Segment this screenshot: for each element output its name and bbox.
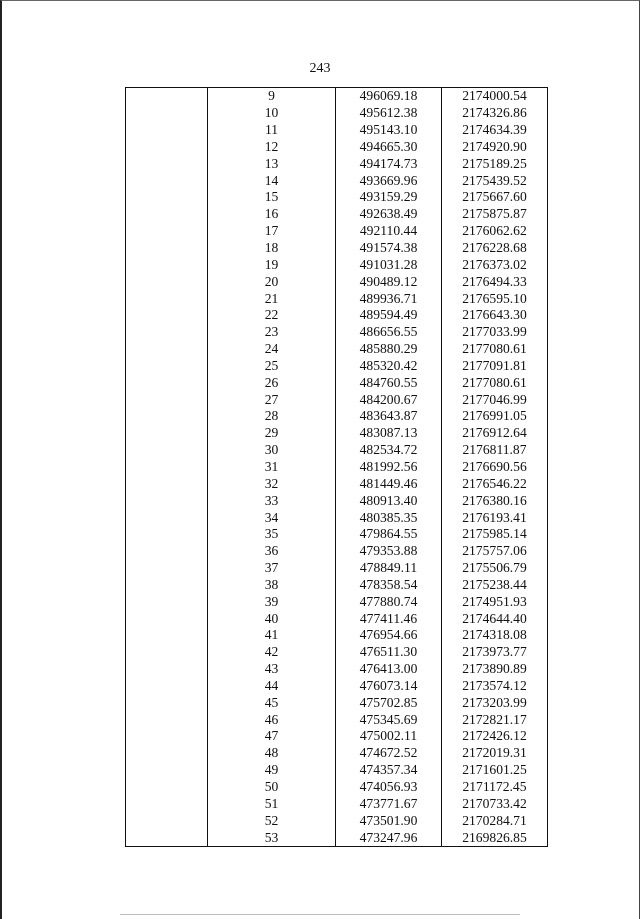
y-coordinate-cell: 2176595.10 — [442, 290, 548, 307]
blank-cell — [126, 610, 208, 627]
table-row — [126, 661, 548, 678]
x-coordinate-cell: 486656.55 — [336, 324, 442, 341]
x-coordinate-cell: 478358.54 — [336, 576, 442, 593]
y-coordinate-cell: 2175667.60 — [442, 189, 548, 206]
point-number-cell: 36 — [208, 543, 336, 560]
table-row — [126, 273, 548, 290]
table-row — [126, 122, 548, 139]
table-row — [126, 560, 548, 577]
x-coordinate-cell: 475345.69 — [336, 711, 442, 728]
point-number-cell: 27 — [208, 391, 336, 408]
x-coordinate-cell: 491574.38 — [336, 240, 442, 257]
y-coordinate-cell: 2176546.22 — [442, 475, 548, 492]
x-coordinate-cell: 489594.49 — [336, 307, 442, 324]
table-row — [126, 425, 548, 442]
table-row — [126, 206, 548, 223]
x-coordinate-cell: 483087.13 — [336, 425, 442, 442]
table-row — [126, 779, 548, 796]
table-row — [126, 812, 548, 829]
y-coordinate-cell: 2171172.45 — [442, 779, 548, 796]
table-row — [126, 593, 548, 610]
blank-cell — [126, 88, 208, 105]
blank-cell — [126, 728, 208, 745]
coordinates-table-body — [126, 88, 548, 847]
y-coordinate-cell: 2175506.79 — [442, 560, 548, 577]
table-row — [126, 762, 548, 779]
y-coordinate-cell: 2174634.39 — [442, 122, 548, 139]
y-coordinate-cell: 2176690.56 — [442, 459, 548, 476]
x-coordinate-cell: 474672.52 — [336, 745, 442, 762]
x-coordinate-cell: 480385.35 — [336, 509, 442, 526]
table-row — [126, 374, 548, 391]
table-row — [126, 223, 548, 240]
blank-cell — [126, 206, 208, 223]
x-coordinate-cell: 490489.12 — [336, 273, 442, 290]
blank-cell — [126, 678, 208, 695]
table-row — [126, 391, 548, 408]
y-coordinate-cell: 2173973.77 — [442, 644, 548, 661]
y-coordinate-cell: 2174318.08 — [442, 627, 548, 644]
blank-cell — [126, 155, 208, 172]
point-number-cell: 9 — [208, 88, 336, 105]
x-coordinate-cell: 477880.74 — [336, 593, 442, 610]
y-coordinate-cell: 2175238.44 — [442, 576, 548, 593]
point-number-cell: 32 — [208, 475, 336, 492]
x-coordinate-cell: 496069.18 — [336, 88, 442, 105]
table-row — [126, 408, 548, 425]
x-coordinate-cell: 473501.90 — [336, 812, 442, 829]
blank-cell — [126, 593, 208, 610]
blank-cell — [126, 762, 208, 779]
point-number-cell: 20 — [208, 273, 336, 290]
x-coordinate-cell: 495612.38 — [336, 105, 442, 122]
x-coordinate-cell: 493669.96 — [336, 172, 442, 189]
x-coordinate-cell: 492638.49 — [336, 206, 442, 223]
point-number-cell: 17 — [208, 223, 336, 240]
table-row — [126, 829, 548, 846]
table-row — [126, 610, 548, 627]
y-coordinate-cell: 2174000.54 — [442, 88, 548, 105]
table-row — [126, 290, 548, 307]
point-number-cell: 30 — [208, 442, 336, 459]
blank-cell — [126, 661, 208, 678]
table-row — [126, 172, 548, 189]
table-row — [126, 256, 548, 273]
y-coordinate-cell: 2176228.68 — [442, 240, 548, 257]
y-coordinate-cell: 2177080.61 — [442, 374, 548, 391]
point-number-cell: 52 — [208, 812, 336, 829]
blank-cell — [126, 324, 208, 341]
y-coordinate-cell: 2172426.12 — [442, 728, 548, 745]
coordinates-table — [125, 87, 548, 847]
table-row — [126, 728, 548, 745]
x-coordinate-cell: 477411.46 — [336, 610, 442, 627]
table-row — [126, 711, 548, 728]
table-row — [126, 442, 548, 459]
y-coordinate-cell: 2174326.86 — [442, 105, 548, 122]
y-coordinate-cell: 2176062.62 — [442, 223, 548, 240]
y-coordinate-cell: 2174644.40 — [442, 610, 548, 627]
blank-cell — [126, 374, 208, 391]
x-coordinate-cell: 481992.56 — [336, 459, 442, 476]
point-number-cell: 49 — [208, 762, 336, 779]
blank-cell — [126, 358, 208, 375]
blank-cell — [126, 341, 208, 358]
table-row — [126, 526, 548, 543]
y-coordinate-cell: 2175757.06 — [442, 543, 548, 560]
y-coordinate-cell: 2174951.93 — [442, 593, 548, 610]
y-coordinate-cell: 2173203.99 — [442, 694, 548, 711]
point-number-cell: 43 — [208, 661, 336, 678]
point-number-cell: 35 — [208, 526, 336, 543]
y-coordinate-cell: 2173574.12 — [442, 678, 548, 695]
point-number-cell: 11 — [208, 122, 336, 139]
x-coordinate-cell: 484760.55 — [336, 374, 442, 391]
point-number-cell: 41 — [208, 627, 336, 644]
table-row — [126, 795, 548, 812]
point-number-cell: 53 — [208, 829, 336, 846]
blank-cell — [126, 745, 208, 762]
x-coordinate-cell: 491031.28 — [336, 256, 442, 273]
point-number-cell: 15 — [208, 189, 336, 206]
x-coordinate-cell: 495143.10 — [336, 122, 442, 139]
point-number-cell: 14 — [208, 172, 336, 189]
blank-cell — [126, 543, 208, 560]
x-coordinate-cell: 485880.29 — [336, 341, 442, 358]
x-coordinate-cell: 476413.00 — [336, 661, 442, 678]
y-coordinate-cell: 2172821.17 — [442, 711, 548, 728]
point-number-cell: 19 — [208, 256, 336, 273]
table-row — [126, 627, 548, 644]
y-coordinate-cell: 2177091.81 — [442, 358, 548, 375]
x-coordinate-cell: 480913.40 — [336, 492, 442, 509]
blank-cell — [126, 812, 208, 829]
blank-cell — [126, 442, 208, 459]
x-coordinate-cell: 473247.96 — [336, 829, 442, 846]
point-number-cell: 39 — [208, 593, 336, 610]
y-coordinate-cell: 2176494.33 — [442, 273, 548, 290]
table-row — [126, 678, 548, 695]
blank-cell — [126, 307, 208, 324]
x-coordinate-cell: 493159.29 — [336, 189, 442, 206]
x-coordinate-cell: 473771.67 — [336, 795, 442, 812]
x-coordinate-cell: 494665.30 — [336, 139, 442, 156]
x-coordinate-cell: 478849.11 — [336, 560, 442, 577]
point-number-cell: 47 — [208, 728, 336, 745]
blank-cell — [126, 560, 208, 577]
x-coordinate-cell: 475702.85 — [336, 694, 442, 711]
point-number-cell: 16 — [208, 206, 336, 223]
blank-cell — [126, 391, 208, 408]
point-number-cell: 18 — [208, 240, 336, 257]
point-number-cell: 51 — [208, 795, 336, 812]
table-row — [126, 358, 548, 375]
table-row — [126, 139, 548, 156]
point-number-cell: 45 — [208, 694, 336, 711]
x-coordinate-cell: 482534.72 — [336, 442, 442, 459]
bottom-rule — [120, 914, 520, 915]
blank-cell — [126, 189, 208, 206]
blank-cell — [126, 290, 208, 307]
blank-cell — [126, 475, 208, 492]
y-coordinate-cell: 2174920.90 — [442, 139, 548, 156]
x-coordinate-cell: 484200.67 — [336, 391, 442, 408]
table-row — [126, 509, 548, 526]
x-coordinate-cell: 479864.55 — [336, 526, 442, 543]
blank-cell — [126, 526, 208, 543]
table-row — [126, 492, 548, 509]
table-row — [126, 694, 548, 711]
point-number-cell: 37 — [208, 560, 336, 577]
x-coordinate-cell: 476511.30 — [336, 644, 442, 661]
table-row — [126, 543, 548, 560]
y-coordinate-cell: 2175439.52 — [442, 172, 548, 189]
point-number-cell: 31 — [208, 459, 336, 476]
x-coordinate-cell: 476954.66 — [336, 627, 442, 644]
point-number-cell: 22 — [208, 307, 336, 324]
table-row — [126, 324, 548, 341]
y-coordinate-cell: 2176912.64 — [442, 425, 548, 442]
y-coordinate-cell: 2176991.05 — [442, 408, 548, 425]
y-coordinate-cell: 2175189.25 — [442, 155, 548, 172]
point-number-cell: 23 — [208, 324, 336, 341]
x-coordinate-cell: 479353.88 — [336, 543, 442, 560]
point-number-cell: 48 — [208, 745, 336, 762]
point-number-cell: 46 — [208, 711, 336, 728]
y-coordinate-cell: 2176643.30 — [442, 307, 548, 324]
y-coordinate-cell: 2176811.87 — [442, 442, 548, 459]
y-coordinate-cell: 2177033.99 — [442, 324, 548, 341]
point-number-cell: 40 — [208, 610, 336, 627]
x-coordinate-cell: 481449.46 — [336, 475, 442, 492]
blank-cell — [126, 711, 208, 728]
table-row — [126, 88, 548, 105]
point-number-cell: 50 — [208, 779, 336, 796]
table-row — [126, 155, 548, 172]
blank-cell — [126, 240, 208, 257]
y-coordinate-cell: 2175985.14 — [442, 526, 548, 543]
blank-cell — [126, 509, 208, 526]
y-coordinate-cell: 2170733.42 — [442, 795, 548, 812]
x-coordinate-cell: 492110.44 — [336, 223, 442, 240]
blank-cell — [126, 779, 208, 796]
y-coordinate-cell: 2171601.25 — [442, 762, 548, 779]
point-number-cell: 21 — [208, 290, 336, 307]
blank-cell — [126, 492, 208, 509]
blank-cell — [126, 694, 208, 711]
point-number-cell: 44 — [208, 678, 336, 695]
x-coordinate-cell: 494174.73 — [336, 155, 442, 172]
point-number-cell: 38 — [208, 576, 336, 593]
table-row — [126, 189, 548, 206]
blank-cell — [126, 105, 208, 122]
y-coordinate-cell: 2176380.16 — [442, 492, 548, 509]
y-coordinate-cell: 2172019.31 — [442, 745, 548, 762]
blank-cell — [126, 576, 208, 593]
page-number: 243 — [309, 61, 331, 76]
y-coordinate-cell: 2177046.99 — [442, 391, 548, 408]
point-number-cell: 34 — [208, 509, 336, 526]
blank-cell — [126, 273, 208, 290]
table-row — [126, 307, 548, 324]
x-coordinate-cell: 476073.14 — [336, 678, 442, 695]
point-number-cell: 12 — [208, 139, 336, 156]
y-coordinate-cell: 2173890.89 — [442, 661, 548, 678]
blank-cell — [126, 795, 208, 812]
y-coordinate-cell: 2176373.02 — [442, 256, 548, 273]
table-row — [126, 576, 548, 593]
point-number-cell: 42 — [208, 644, 336, 661]
table-row — [126, 240, 548, 257]
x-coordinate-cell: 483643.87 — [336, 408, 442, 425]
y-coordinate-cell: 2176193.41 — [442, 509, 548, 526]
x-coordinate-cell: 475002.11 — [336, 728, 442, 745]
y-coordinate-cell: 2175875.87 — [442, 206, 548, 223]
blank-cell — [126, 459, 208, 476]
blank-cell — [126, 223, 208, 240]
blank-cell — [126, 408, 208, 425]
blank-cell — [126, 425, 208, 442]
x-coordinate-cell: 489936.71 — [336, 290, 442, 307]
y-coordinate-cell: 2177080.61 — [442, 341, 548, 358]
blank-cell — [126, 172, 208, 189]
x-coordinate-cell: 474357.34 — [336, 762, 442, 779]
y-coordinate-cell: 2169826.85 — [442, 829, 548, 846]
point-number-cell: 33 — [208, 492, 336, 509]
y-coordinate-cell: 2170284.71 — [442, 812, 548, 829]
blank-cell — [126, 627, 208, 644]
table-row — [126, 341, 548, 358]
point-number-cell: 24 — [208, 341, 336, 358]
point-number-cell: 26 — [208, 374, 336, 391]
point-number-cell: 25 — [208, 358, 336, 375]
table-row — [126, 459, 548, 476]
table-row — [126, 105, 548, 122]
point-number-cell: 10 — [208, 105, 336, 122]
blank-cell — [126, 644, 208, 661]
point-number-cell: 13 — [208, 155, 336, 172]
point-number-cell: 28 — [208, 408, 336, 425]
table-row — [126, 745, 548, 762]
blank-cell — [126, 256, 208, 273]
x-coordinate-cell: 474056.93 — [336, 779, 442, 796]
point-number-cell: 29 — [208, 425, 336, 442]
x-coordinate-cell: 485320.42 — [336, 358, 442, 375]
blank-cell — [126, 139, 208, 156]
table-row — [126, 475, 548, 492]
table-row — [126, 644, 548, 661]
blank-cell — [126, 122, 208, 139]
blank-cell — [126, 829, 208, 846]
